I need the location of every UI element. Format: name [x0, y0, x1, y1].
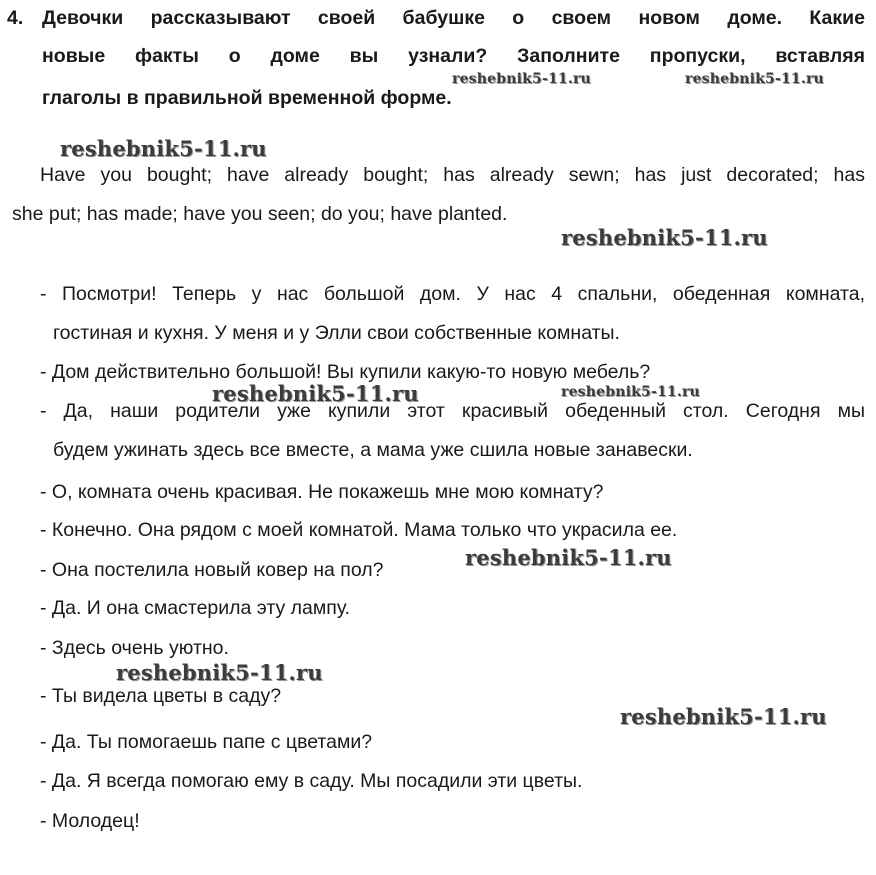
task-text-line-2: новые факты о доме вы узнали? Заполните пропуски, вставляя — [42, 45, 865, 67]
watermark: reshebnik5-11.ru — [465, 545, 672, 570]
watermark: reshebnik5-11.ru — [620, 704, 827, 729]
task-number: 4. — [7, 7, 24, 29]
word-bank-line-2: she put; has made; have you seen; do you; have planted. — [12, 203, 508, 225]
watermark: reshebnik5-11.ru — [561, 384, 700, 400]
dialogue-line: будем ужинать здесь все вместе, а мама уже сшила новые занавески. — [53, 439, 693, 461]
dialogue-line: - Она постелила новый ковер на пол? — [40, 559, 384, 581]
dialogue-line: гостиная и кухня. У меня и у Элли свои собственные комнаты. — [53, 322, 620, 344]
dialogue-line: - Молодец! — [40, 810, 140, 832]
dialogue-line: - Здесь очень уютно. — [40, 637, 229, 659]
word-bank-line-1: Have you bought; have already bought; has already sewn; has just decorated; has — [40, 164, 865, 186]
dialogue-line: - Дом действительно большой! Вы купили какую-то новую мебель? — [40, 361, 651, 383]
dialogue-line: - О, комната очень красивая. Не покажешь мне мою комнату? — [40, 481, 604, 503]
dialogue-line: - Да. И она смастерила эту лампу. — [40, 597, 351, 619]
watermark: reshebnik5-11.ru — [212, 381, 419, 406]
dialogue-line: - Да, наши родители уже купили этот красивый обеденный стол. Сегодня мы — [40, 400, 865, 422]
watermark: reshebnik5-11.ru — [452, 71, 591, 87]
watermark: reshebnik5-11.ru — [60, 136, 267, 161]
task-text-line-3: глаголы в правильной временной форме. — [42, 87, 452, 109]
watermark: reshebnik5-11.ru — [561, 225, 768, 250]
dialogue-line: - Конечно. Она рядом с моей комнатой. Мама только что украсила ее. — [40, 519, 678, 541]
dialogue-line: - Ты видела цветы в саду? — [40, 685, 282, 707]
dialogue-line: - Да. Ты помогаешь папе с цветами? — [40, 731, 373, 753]
dialogue-line: - Посмотри! Теперь у нас большой дом. У нас 4 спальни, обеденная комната, — [40, 283, 865, 305]
watermark: reshebnik5-11.ru — [116, 660, 323, 685]
task-text-line-1: Девочки рассказывают своей бабушке о своем новом доме. Какие — [42, 7, 865, 29]
dialogue-line: - Да. Я всегда помогаю ему в саду. Мы посадили эти цветы. — [40, 770, 583, 792]
watermark: reshebnik5-11.ru — [685, 71, 824, 87]
